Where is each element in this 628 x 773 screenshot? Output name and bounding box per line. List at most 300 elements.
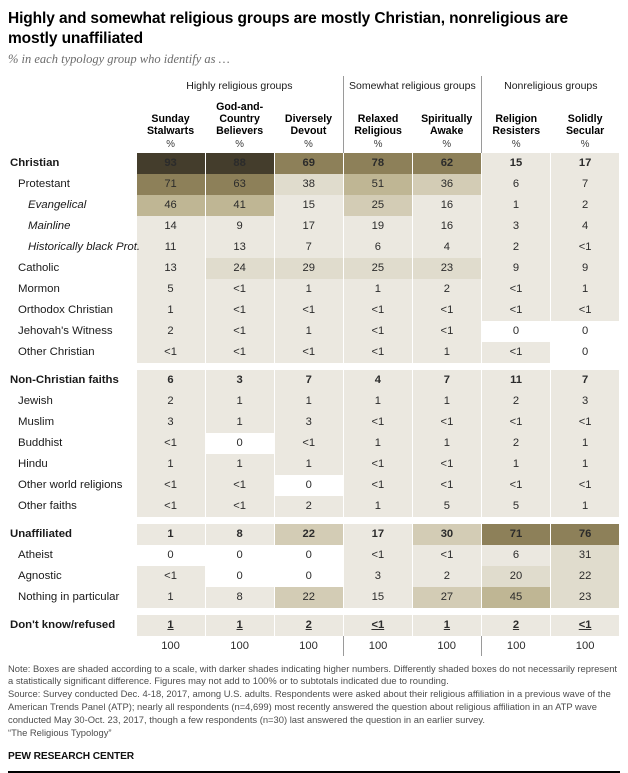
cell-value: 2: [443, 283, 451, 295]
cell-value: 22: [302, 528, 315, 540]
cell-value: <1: [233, 304, 247, 316]
table-cell: [412, 174, 481, 195]
cell-value: 0: [236, 437, 243, 449]
cell-value: 93: [164, 157, 177, 169]
cell-value: <1: [164, 346, 177, 358]
column-unit-3: %: [304, 138, 313, 150]
table-cell: [343, 615, 412, 636]
cell-value: 5: [443, 500, 451, 512]
cell-value: 1: [167, 458, 174, 470]
table-cell: [274, 587, 343, 608]
group-header-2: Somewhat religious groups: [343, 76, 481, 97]
cell-value: 69: [302, 157, 315, 169]
row-label: Other world religions: [18, 479, 123, 491]
table-cell: [274, 195, 343, 216]
table-cell: [205, 279, 274, 300]
table-cell: [481, 300, 550, 321]
table-cell: [274, 391, 343, 412]
cell-value: 0: [305, 549, 312, 561]
row-label-unit-header: [8, 139, 136, 153]
cell-value: 2: [512, 395, 520, 407]
cell-value: <1: [509, 283, 523, 295]
cell-value: <1: [578, 479, 592, 491]
cell-value: <1: [509, 479, 523, 491]
total-value: 100: [575, 639, 595, 652]
cell-value: <1: [578, 619, 592, 631]
cell-value: 0: [512, 325, 520, 337]
table-cell: [343, 412, 412, 433]
cell-value: 2: [443, 570, 451, 582]
cell-value: 4: [582, 220, 589, 232]
table-cell: [274, 321, 343, 342]
table-cell: [274, 615, 343, 636]
pew-research-center-logo: PEW RESEARCH CENTER: [8, 751, 135, 763]
table-cell: [551, 433, 620, 454]
table-cell: [136, 370, 205, 391]
table-cell: [136, 524, 205, 545]
table-cell: [136, 153, 205, 174]
cell-value: <1: [302, 437, 316, 449]
table-row: [8, 237, 620, 258]
cell-value: 3: [512, 220, 520, 232]
cell-value: 11: [510, 374, 522, 386]
cell-value: <1: [440, 549, 454, 561]
spacer-cell: [481, 608, 550, 615]
spacer-cell: [8, 608, 136, 615]
table-cell: [481, 496, 550, 517]
column-unit-2: %: [235, 138, 244, 150]
footnotes: [8, 663, 620, 741]
cell-value: 1: [305, 395, 312, 407]
cell-value: 5: [512, 500, 520, 512]
cell-value: 1: [167, 304, 174, 316]
cell-value: 1: [167, 591, 174, 603]
cell-value: 1: [374, 395, 381, 407]
table-cell: [343, 258, 412, 279]
spacer-cell: [274, 363, 343, 370]
table-cell: [551, 496, 620, 517]
page-subtitle: % in each typology group who identify as …: [8, 51, 230, 66]
table-cell: [274, 216, 343, 237]
cell-value: 1: [582, 437, 589, 449]
column-name-row: [8, 97, 620, 139]
column-header-2: God-and-Country Believers: [216, 100, 264, 138]
cell-value: 22: [302, 591, 315, 603]
cell-value: 17: [578, 157, 592, 169]
column-header-1: Sunday Stalwarts: [146, 112, 195, 138]
table-cell: [412, 412, 481, 433]
table-cell: [274, 454, 343, 475]
table-cell: [481, 195, 550, 216]
cell-value: 24: [233, 262, 246, 274]
table-row: [8, 195, 620, 216]
cell-value: 1: [305, 458, 312, 470]
table-row: [8, 391, 620, 412]
cell-value: 36: [440, 178, 454, 190]
cell-value: 6: [512, 549, 520, 561]
cell-value: <1: [233, 283, 247, 295]
table-cell: [343, 587, 412, 608]
table-cell: [205, 391, 274, 412]
table-cell: [412, 391, 481, 412]
column-unit-4: %: [343, 139, 412, 153]
row-spacer: [8, 517, 620, 524]
row-label: Don't know/refused: [10, 619, 116, 631]
table-cell: [136, 321, 205, 342]
row-spacer: [8, 363, 620, 370]
table-cell: [274, 433, 343, 454]
cell-value: 2: [167, 395, 174, 407]
row-spacer: [8, 608, 620, 615]
cell-value: 30: [440, 528, 454, 540]
cell-value: 1: [236, 395, 243, 407]
spacer-cell: [551, 517, 620, 524]
table-cell: [412, 524, 481, 545]
table-cell: [481, 216, 550, 237]
spacer-cell: [136, 517, 205, 524]
cell-value: 2: [167, 325, 174, 337]
column-header-5: Spiritually Awake: [421, 112, 473, 138]
table-row: [8, 475, 620, 496]
table-cell: [481, 237, 550, 258]
table-cell: [343, 237, 412, 258]
spacer-cell: [412, 363, 481, 370]
spacer-cell: [551, 363, 620, 370]
table-cell: [481, 566, 550, 587]
table-cell: [551, 370, 620, 391]
cell-value: 14: [164, 220, 177, 232]
cell-value: 3: [582, 395, 589, 407]
table-cell: [551, 587, 620, 608]
cell-value: 1: [512, 199, 520, 211]
cell-value: 17: [302, 220, 315, 232]
table-row: [8, 433, 620, 454]
table-cell: [412, 496, 481, 517]
table-cell: [136, 174, 205, 195]
table-cell: [136, 475, 205, 496]
cell-value: <1: [509, 304, 523, 316]
table-cell: [343, 321, 412, 342]
table-cell: [274, 279, 343, 300]
table-cell: [274, 545, 343, 566]
table-cell: [481, 153, 550, 174]
row-label: Historically black Prot.: [28, 241, 141, 253]
cell-value: 46: [164, 199, 177, 211]
cell-value: <1: [371, 346, 385, 358]
table-cell: [136, 216, 205, 237]
row-label: Other Christian: [18, 346, 95, 358]
total-value: 100: [481, 636, 550, 656]
row-label: Muslim: [18, 416, 55, 428]
total-value: 100: [299, 639, 318, 652]
cell-value: 4: [374, 374, 381, 386]
table-cell: [412, 454, 481, 475]
cell-value: 51: [371, 178, 385, 190]
row-label: Hindu: [18, 458, 48, 470]
cell-value: 2: [512, 241, 520, 253]
cell-value: 29: [302, 262, 315, 274]
table-row: [8, 258, 620, 279]
table-cell: [343, 174, 412, 195]
column-unit-7: %: [580, 138, 590, 150]
cell-value: 25: [371, 262, 385, 274]
table-cell: [412, 300, 481, 321]
table-cell: [551, 279, 620, 300]
cell-value: <1: [164, 479, 177, 491]
table-cell: [551, 237, 620, 258]
cell-value: 1: [236, 416, 243, 428]
cell-value: <1: [302, 304, 316, 316]
table-cell: [412, 216, 481, 237]
table-cell: [136, 566, 205, 587]
column-header-7: Solidly Secular: [565, 112, 605, 138]
table-cell: [412, 370, 481, 391]
cell-value: <1: [371, 619, 385, 631]
cell-value: <1: [578, 241, 592, 253]
table-cell: [551, 216, 620, 237]
table-cell: [205, 300, 274, 321]
cell-value: 1: [443, 437, 451, 449]
row-label: Other faiths: [18, 500, 77, 512]
cell-value: 2: [305, 500, 312, 512]
cell-value: 15: [371, 591, 385, 603]
cell-value: <1: [440, 479, 454, 491]
cell-value: 4: [443, 241, 451, 253]
cell-value: <1: [509, 416, 523, 428]
page-title: Highly and somewhat religious groups are mostly Christian, nonreligious are mostly unaffiliated: [8, 10, 569, 47]
table-cell: [412, 153, 481, 174]
cell-value: 7: [443, 374, 451, 386]
cell-value: 31: [578, 549, 592, 561]
total-value: 100: [161, 639, 180, 652]
table-cell: [481, 433, 550, 454]
table-cell: [551, 545, 620, 566]
cell-value: 1: [374, 283, 381, 295]
column-header-4: Relaxed Religious: [343, 97, 412, 139]
cell-value: 0: [167, 549, 174, 561]
cell-value: 1: [374, 500, 381, 512]
typology-religion-table: [8, 76, 620, 656]
spacer-cell: [274, 608, 343, 615]
table-cell: [412, 237, 481, 258]
table-cell: [343, 566, 412, 587]
spacer-cell: [205, 608, 274, 615]
row-label: Nothing in particular: [18, 591, 120, 603]
cell-value: 7: [305, 241, 312, 253]
table-cell: [205, 216, 274, 237]
cell-value: 27: [440, 591, 454, 603]
row-label: Jewish: [18, 395, 53, 407]
table-cell: [412, 475, 481, 496]
table-cell: [412, 433, 481, 454]
table-cell: [412, 342, 481, 363]
cell-value: <1: [578, 304, 592, 316]
cell-value: 0: [305, 479, 312, 491]
table-cell: [205, 195, 274, 216]
note-report-title: “The Religious Typology”: [8, 727, 112, 739]
table-cell: [136, 258, 205, 279]
table-cell: [481, 545, 550, 566]
table-row: [8, 454, 620, 475]
table-cell: [343, 524, 412, 545]
spacer-cell: [343, 608, 412, 615]
cell-value: 71: [164, 178, 177, 190]
row-label: Orthodox Christian: [18, 304, 113, 316]
table-cell: [551, 524, 620, 545]
cell-value: 2: [512, 619, 520, 631]
cell-value: <1: [164, 500, 177, 512]
cell-value: 2: [512, 437, 520, 449]
table-cell: [274, 174, 343, 195]
cell-value: 15: [509, 157, 523, 169]
cell-value: 0: [582, 325, 589, 337]
table-cell: [412, 321, 481, 342]
cell-value: 6: [512, 178, 520, 190]
table-cell: [136, 496, 205, 517]
spacer-cell: [274, 517, 343, 524]
column-unit-row: [8, 139, 620, 153]
cell-value: 3: [305, 416, 312, 428]
spacer-cell: [136, 363, 205, 370]
table-cell: [481, 391, 550, 412]
table-cell: [136, 391, 205, 412]
table-cell: [274, 566, 343, 587]
column-header-6: Religion Resisters: [481, 97, 550, 139]
table-cell: [343, 370, 412, 391]
cell-value: <1: [371, 416, 385, 428]
table-row: [8, 342, 620, 363]
table-cell: [481, 475, 550, 496]
table-cell: [136, 279, 205, 300]
table-cell: [551, 174, 620, 195]
table-row: [8, 587, 620, 608]
table-cell: [343, 195, 412, 216]
table-row: [8, 615, 620, 636]
table-cell: [412, 566, 481, 587]
cell-value: 1: [582, 458, 589, 470]
table-cell: [136, 545, 205, 566]
cell-value: 0: [582, 346, 589, 358]
cell-value: 1: [236, 619, 243, 631]
cell-value: 15: [302, 199, 315, 211]
table-cell: [343, 391, 412, 412]
table-cell: [274, 342, 343, 363]
table-cell: [205, 524, 274, 545]
cell-value: 63: [233, 178, 246, 190]
cell-value: 2: [305, 619, 312, 631]
table-cell: [136, 615, 205, 636]
table-cell: [343, 300, 412, 321]
table-cell: [205, 370, 274, 391]
cell-value: 1: [305, 283, 312, 295]
cell-value: 1: [443, 395, 451, 407]
table-cell: [136, 433, 205, 454]
table-cell: [551, 454, 620, 475]
table-row: [8, 370, 620, 391]
cell-value: 1: [167, 528, 174, 540]
cell-value: <1: [440, 325, 454, 337]
spacer-cell: [412, 517, 481, 524]
table-row: [8, 321, 620, 342]
cell-value: <1: [440, 458, 454, 470]
table-cell: [205, 496, 274, 517]
row-label: Unaffiliated: [10, 528, 73, 540]
row-label: Atheist: [18, 549, 53, 561]
cell-value: 41: [233, 199, 246, 211]
table-row: [8, 153, 620, 174]
cell-value: 9: [236, 220, 243, 232]
table-foot: [8, 636, 620, 656]
table-cell: [136, 587, 205, 608]
table-cell: [412, 279, 481, 300]
table-cell: [205, 475, 274, 496]
table-cell: [205, 433, 274, 454]
cell-value: <1: [371, 549, 385, 561]
table-cell: [412, 615, 481, 636]
table-cell: [274, 258, 343, 279]
cell-value: 8: [236, 528, 243, 540]
column-unit-6: %: [481, 139, 550, 153]
table-cell: [551, 615, 620, 636]
table-cell: [343, 433, 412, 454]
cell-value: 23: [440, 262, 454, 274]
cell-value: <1: [302, 346, 316, 358]
cell-value: <1: [509, 346, 523, 358]
table-cell: [551, 475, 620, 496]
row-label: Catholic: [18, 262, 60, 274]
row-label: Protestant: [18, 178, 70, 190]
row-label: Christian: [10, 157, 60, 169]
cell-value: 1: [582, 500, 589, 512]
cell-value: 62: [440, 157, 454, 169]
cell-value: 1: [374, 437, 381, 449]
table-cell: [551, 412, 620, 433]
cell-value: 13: [164, 262, 177, 274]
table-cell: [205, 587, 274, 608]
cell-value: 25: [371, 199, 385, 211]
row-label: Non-Christian faiths: [10, 374, 119, 386]
cell-value: <1: [233, 346, 247, 358]
cell-value: 78: [371, 157, 385, 169]
cell-value: 8: [236, 591, 243, 603]
table-cell: [481, 587, 550, 608]
table-cell: [412, 587, 481, 608]
cell-value: 1: [167, 619, 174, 631]
table-body: [8, 153, 620, 636]
cell-value: 1: [512, 458, 520, 470]
group-header-3: Nonreligious groups: [481, 76, 619, 97]
table-row: [8, 496, 620, 517]
table-cell: [205, 566, 274, 587]
table-cell: [343, 545, 412, 566]
spacer-cell: [343, 363, 412, 370]
cell-value: <1: [164, 437, 177, 449]
cell-value: <1: [233, 325, 247, 337]
cell-value: 1: [443, 619, 451, 631]
table-cell: [136, 300, 205, 321]
spacer-cell: [205, 517, 274, 524]
table-cell: [343, 475, 412, 496]
spacer-cell: [205, 363, 274, 370]
table-cell: [136, 412, 205, 433]
cell-value: 9: [582, 262, 589, 274]
table-cell: [205, 258, 274, 279]
cell-value: 16: [440, 199, 454, 211]
cell-value: 19: [371, 220, 385, 232]
cell-value: 16: [440, 220, 454, 232]
table-cell: [551, 321, 620, 342]
cell-value: 1: [236, 458, 243, 470]
